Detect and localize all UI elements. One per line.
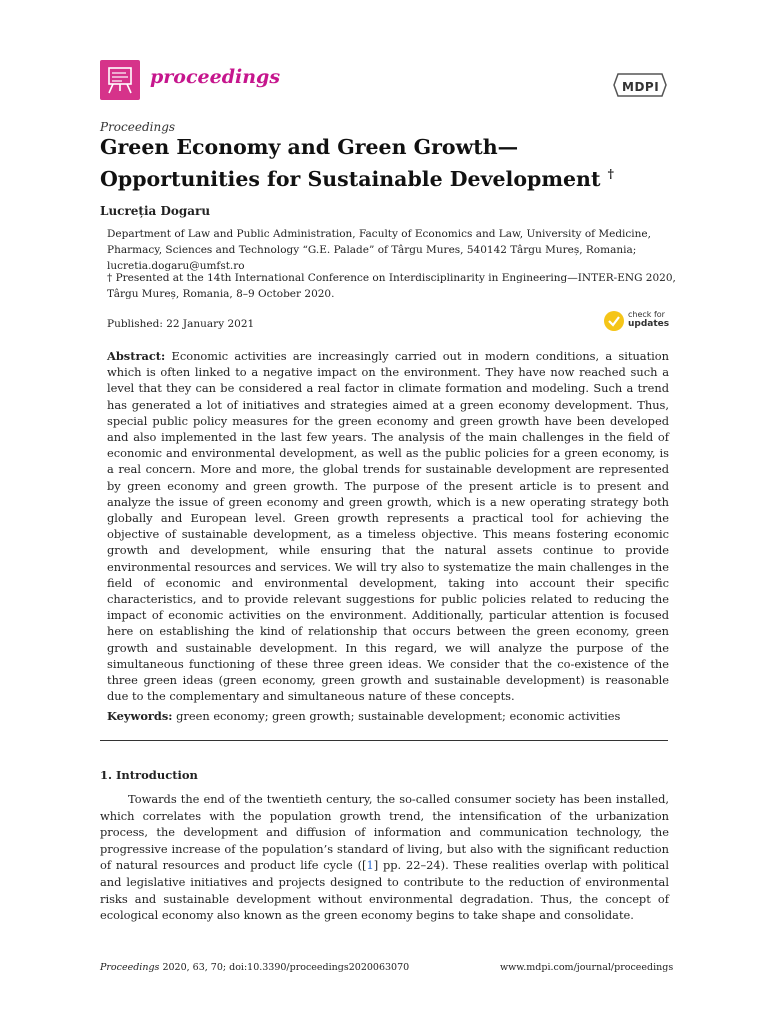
presentation-note-text: Presented at the 14th International Conference on Interdisciplinarity in Engineering—INTER-ENG 2020, Târgu Mureș, Romania, 8–9 October 2020. — [107, 272, 676, 300]
introduction-paragraph — [100, 791, 669, 924]
footer-journal: Proceedings — [100, 962, 160, 973]
intro-text-part2: ] pp. 22–24). These realities overlap with political and legislative initiatives and projects designed to contribute to the reduction of environmental risks and sustainable development without environmental degradation. Thus, the concept of ecological economy also known as the green economy begins to take shape and consolidate. — [100, 858, 669, 923]
article-type: Proceedings — [100, 120, 176, 134]
check-updates-line2: updates — [628, 319, 670, 329]
title-footnote-marker: † — [607, 167, 614, 181]
section-heading-introduction: 1. Introduction — [100, 768, 198, 782]
presentation-note-marker: † — [107, 272, 113, 284]
author-name: Lucreția Dogaru — [100, 204, 211, 218]
presentation-note — [107, 270, 677, 302]
check-for-updates-label[interactable] — [628, 310, 669, 329]
article-title-text: Green Economy and Green Growth—Opportunities for Sustainable Development — [100, 135, 601, 191]
published-date: Published: 22 January 2021 — [107, 318, 255, 330]
section-divider — [100, 740, 668, 741]
intro-text-part1: Towards the end of the twentieth century, the so-called consumer society has been installed, which correlates with the population growth trend, the intensification of the urbanization process, the development and diffusion of information and communication technology, the progressive increase of the population’s standard of living, but also with the significant reduction of natural resources and product life cycle ([ — [100, 792, 669, 873]
journal-name: proceedings — [150, 66, 281, 88]
article-title — [100, 134, 670, 193]
footer-citation — [100, 962, 409, 973]
keywords-text: green economy; green growth; sustainable development; economic activities — [176, 709, 621, 723]
citation-link[interactable]: 1 — [366, 858, 374, 873]
journal-logo-icon — [100, 60, 140, 100]
publisher-name: MDPI — [622, 80, 660, 94]
keywords — [107, 708, 669, 724]
check-updates-line1: check for — [628, 310, 665, 319]
abstract — [107, 348, 669, 704]
abstract-text: Economic activities are increasingly carried out in modern conditions, a situation which is often linked to a negative impact on the environment. They have now reached such a level that they can be considered a real factor in climate formation and modeling. Such a trend has generated a lot of initiatives and strategies aimed at a green economy development. Thus, special public policy measures for the green economy and green growth have been developed and also implemented in the last few years. The analysis of the main challenges in the field of economic and environmental development, as well as the public policies for a green economy, is a real concern. More and more, the global trends for sustainable development are represented by green economy and green growth. The purpose of the present article is to present and analyze the issue of green economy and green growth, which is a new operating strategy both globally and European level. Green growth represents a practical tool for achieving the objective of sustainable development, as a timeless objective. This means fostering economic growth and development, while ensuring that the natural assets continue to provide environmental resources and services. We will try also to systematize the main challenges in the field of economic and environmental development, taking into account their specific characteristics, and to provide relevant suggestions for public policies related to reducing the impact of economic activities on the environment. Additionally, particular attention is focused here on establishing the kind of relationship that occurs between the green economy, green growth and sustainable development. In this regard, we will analyze the purpose of the simultaneous functioning of these three green ideas. We consider that the co-existence of the three green ideas (green economy, green growth and sustainable development) is reasonable due to the complementary and simultaneous nature of these concepts. — [107, 349, 669, 704]
abstract-label: Abstract: — [107, 349, 166, 363]
footer-citation-text: 2020, 63, 70; doi:10.3390/proceedings2020063070 — [162, 962, 410, 973]
keywords-label: Keywords: — [107, 709, 173, 723]
author-affiliation: Department of Law and Public Administration, Faculty of Economics and Law, University of Medicine, Pharmacy, Sciences and Technology “G.E. Palade” of Târgu Mures, 540142 Târgu Mureș, Romania; lucretia.dogaru@umfst.ro — [107, 228, 651, 272]
footer-url[interactable]: www.mdpi.com/journal/proceedings — [500, 962, 674, 973]
